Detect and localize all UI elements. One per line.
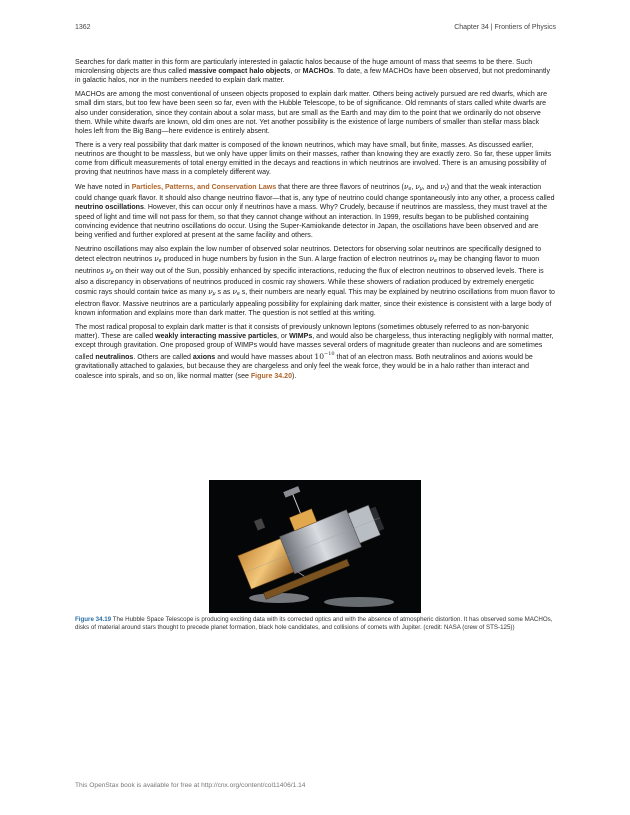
- math-ten-power: $10^{-10}$: [314, 351, 335, 362]
- term-neutralinos: neutralinos: [95, 354, 134, 362]
- figure-label: Figure 34.19: [75, 616, 112, 623]
- page-number: 1362: [75, 24, 91, 31]
- hubble-illustration: [209, 480, 421, 613]
- footer-note: This OpenStax book is available for free at http://cnx.org/content/col11406/1.14: [75, 782, 306, 789]
- paragraph-oscillations: We have noted in Particles, Patterns, and Conservation Laws that there are three flavors of neutrinos ($\nu_e$, $\nu_\mu$, and $\nu_\tau$) and that the weak interaction could change quark flavor. It should also change neutrino flavor—that is, any type of neutrino could change spontaneously into any other, a process called neutrino oscillations. However, this can occur only if neutrinos have a mass. Why? Crudely, because if neutrinos are massless, they must travel at the speed of light and time will not pass for them, so that they cannot change without an interaction. In 1999, results began to be published containing convincing evidence that neutrino oscillations do occur. Using the Super-Kamiokande detector in Japan, the oscillations have been observed and are being verified and further explored at present at the same facility and others.: [75, 181, 555, 239]
- term-machos: MACHOs: [302, 68, 334, 76]
- paragraph-machos: Searches for dark matter in this form are particularly interested in galactic halos because of the huge amount of mass that seems to be there. Such microlensing objects are thus called massive compact halo objects, or MACHOs. To date, a few MACHOs have been observed, but not predominantly in galactic halos, nor in the numbers needed to explain dark matter.: [75, 59, 551, 85]
- paragraph-solar-neutrinos: Neutrino oscillations may also explain the low number of observed solar neutrinos. Detectors for observing solar neutrinos are specifically designed to detect electron neutrinos $\nu_e$ produced in huge numbers by fusion in the Sun. A large fraction of electron neutrinos $\nu_e$ may be changing flavor to muon neutrinos $\nu_\mu$ on their way out of the Sun, possibly enhanced by specific interactions, reducing the flux of electron neutrinos to observed levels. There is also a discrepancy in observations of neutrinos produced in cosmic ray showers. While these showers of radiation produced by extremely energetic cosmic rays should contain twice as many $\nu_\mu$ s as $\nu_e$ s, their numbers are nearly equal. This may be explained by neutrino oscillations from muon flavor to electron flavor. Massive neutrinos are a particularly appealing possibility for explaining dark matter, since their existence is consistent with a large body of known information and explains more than dark matter. The question is not settled at this writing.: [75, 245, 555, 317]
- term-wimps: WIMPs: [289, 332, 313, 340]
- link-figure-34-20[interactable]: Figure 34.20: [250, 372, 293, 380]
- chapter-header: Chapter 34 | Frontiers of Physics: [454, 24, 556, 31]
- figure-caption: Figure 34.19 The Hubble Space Telescope is producing exciting data with its corrected optics and with the absence of atmospheric distortion. It has observed some MACHOs, disks of material around stars thought to precede planet formation, black hole candidates, and collisions of comets with Jupiter. (credit: NASA (crew of STS-125)): [75, 616, 553, 631]
- term-neutrino-oscillations: neutrino oscillations: [75, 204, 144, 212]
- link-particles-patterns[interactable]: Particles, Patterns, and Conservation Laws: [131, 183, 277, 191]
- paragraph-wimps: The most radical proposal to explain dark matter is that it consists of previously unknown leptons (sometimes obtusely referred to as non-baryonic matter). These are called weakly interacting massive particles, or WIMPs, and would also be chargeless, thus interacting negligibly with normal matter, except through gravitation. One proposed group of WIMPs would have masses several orders of magnitude greater than nucleons and are sometimes called neutralinos. Others are called axions and would have masses about $10^{-10}$ that of an electron mass. Both neutralinos and axions would be gravitationally attached to galaxies, but because they are chargeless and only feel the weak force, they would be in a halo rather than interact and coalesce into spirals, and so on, like normal matter (see Figure 34.20).: [75, 323, 554, 380]
- term-machos-full: massive compact halo objects: [188, 68, 291, 76]
- hubble-telescope-photo: [209, 480, 421, 613]
- paragraph-candidates: MACHOs are among the most conventional of unseen objects proposed to explain dark matter. Others being actively pursued are red dwarfs, which are small dim stars, but too few have been seen so far, even with the Hubble Telescope, to be of significance. Old remnants of stars called white dwarfs are also under consideration, since they contain about a solar mass, but are small as the Earth and may dim to the point that we ordinarily do not observe them. While white dwarfs are known, old dim ones are not. Yet another possibility is the existence of large numbers of smaller than stellar mass black holes left from the Big Bang—here evidence is entirely absent.: [75, 91, 547, 135]
- term-wimps-full: weakly interacting massive particles: [155, 332, 277, 340]
- body-text: [75, 58, 555, 385]
- term-axions: axions: [192, 354, 216, 362]
- paragraph-neutrino-mass: There is a very real possibility that dark matter is composed of the known neutrinos, which may have small, but finite, masses. As discussed earlier, neutrinos are thought to be massless, but we only have upper limits on their masses, rather than knowing they are exactly zero. So far, these upper limits come from difficult measurements of total energy emitted in the decays and reactions in which neutrinos are involved. There is an amusing possibility of proving that neutrinos have mass in a completely different way.: [75, 141, 552, 177]
